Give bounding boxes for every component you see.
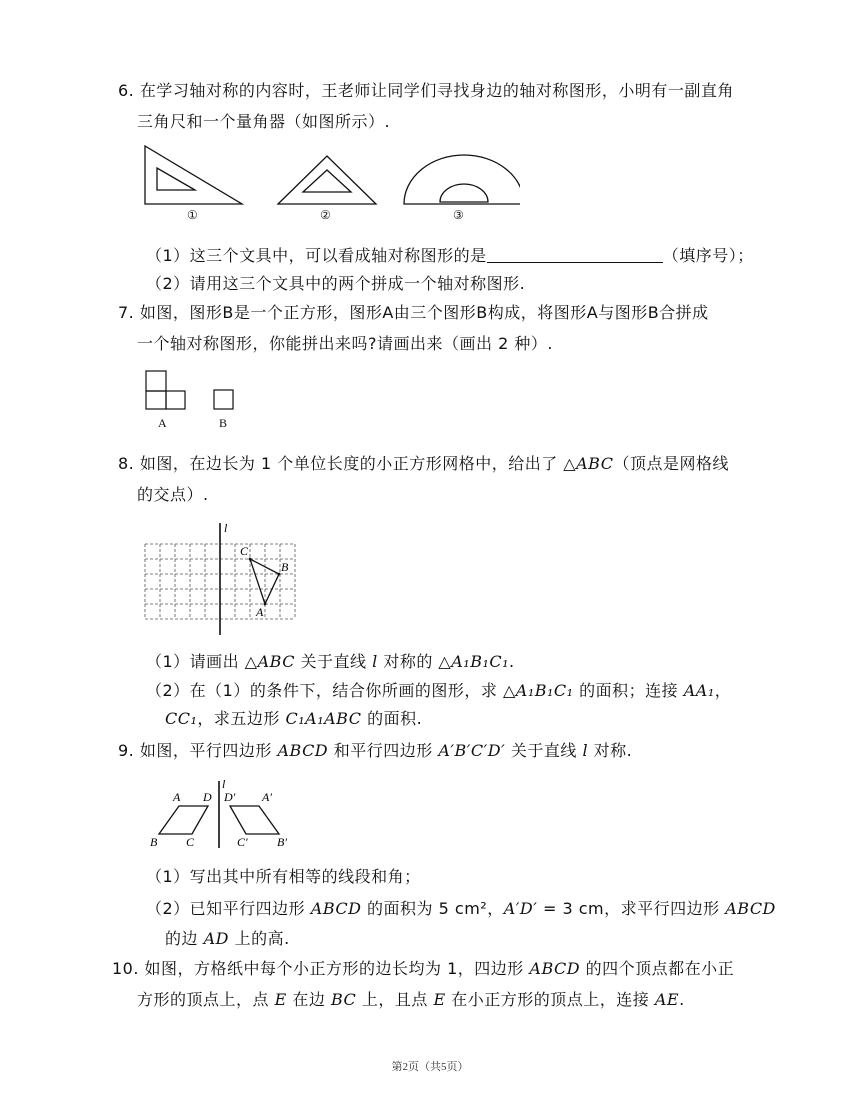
shape-b-label: B xyxy=(219,416,228,430)
m: AA₁ xyxy=(683,681,715,700)
label-a-prime: A′ xyxy=(262,790,272,804)
t: 在小正方形的顶点上，连接 xyxy=(445,990,655,1009)
q8-line1 xyxy=(118,453,729,475)
m: ABCD xyxy=(310,899,362,918)
m: ABC xyxy=(257,652,295,671)
q8-grid-figure xyxy=(140,520,310,640)
m: BC xyxy=(330,990,357,1009)
q6-sub1 xyxy=(146,245,754,267)
t: 关于直线 xyxy=(294,652,373,671)
q8-sub2-line2 xyxy=(165,708,422,730)
t: （1）请画出 △ xyxy=(146,652,258,671)
t: （2）已知平行四边形 xyxy=(146,899,311,918)
t: 方形的顶点上，点 xyxy=(137,990,275,1009)
t: 10. 如图，方格纸中每个小正方形的边长均为 1，四边形 xyxy=(112,959,530,978)
t: 的四个顶点都在小正 xyxy=(580,959,735,978)
label-c: C xyxy=(240,544,249,558)
q7-figure xyxy=(140,366,250,416)
t: 在边 xyxy=(286,990,331,1009)
label-b-prime: B′ xyxy=(277,835,287,849)
t: = 3 cm，求平行四边形 xyxy=(537,899,726,918)
shape-a-label: A xyxy=(158,416,167,430)
label-l: l xyxy=(224,521,228,535)
q6-sub1-suffix: （填序号）； xyxy=(662,246,754,265)
label-l: l xyxy=(222,777,226,791)
t: 对称. xyxy=(588,741,633,760)
m: AE xyxy=(654,990,680,1009)
t: （2）在（1）的条件下，结合你所画的图形，求 △ xyxy=(146,681,516,700)
t: 的面积为 5 cm²， xyxy=(361,899,504,918)
q9-line1 xyxy=(118,740,632,762)
q6-line2: 三角尺和一个量角器（如图所示）. xyxy=(137,112,391,131)
triangle-abc xyxy=(250,559,279,604)
q6-sub2: （2）请用这三个文具中的两个拼成一个轴对称图形. xyxy=(146,274,526,293)
m: AD xyxy=(203,929,229,948)
q6-line1: 6. 在学习轴对称的内容时，王老师让同学们寻找身边的轴对称图形，小明有一副直角 xyxy=(118,81,734,100)
q8-sub2 xyxy=(146,680,731,702)
label-c-prime: C′ xyxy=(237,835,248,849)
m: l xyxy=(582,741,589,760)
m: l xyxy=(372,652,378,671)
label-b: B xyxy=(281,560,289,574)
label-b: B xyxy=(150,835,158,849)
m: ABCD xyxy=(725,899,776,918)
q10-line2 xyxy=(137,989,685,1011)
t: 9. 如图，平行四边形 xyxy=(118,741,278,760)
q8-text: （顶点是网格线 xyxy=(613,454,729,473)
protractor xyxy=(404,155,520,204)
q8-line2: 的交点）. xyxy=(137,485,209,504)
q9-sub2-line2 xyxy=(165,928,290,950)
fig-caption-2: ② xyxy=(320,208,331,222)
t: ， xyxy=(714,681,732,700)
label-c: C xyxy=(186,835,195,849)
label-d: D xyxy=(203,790,212,804)
m: E xyxy=(433,990,446,1009)
label-a: A xyxy=(256,605,264,619)
fig-caption-3: ③ xyxy=(453,208,464,222)
parallelogram-prime xyxy=(230,806,279,834)
q6-sub1-prefix: （1）这三个文具中，可以看成轴对称图形的是 xyxy=(146,246,487,265)
t: . xyxy=(679,990,685,1009)
label-a: A xyxy=(173,790,181,804)
m: A₁B₁C₁ xyxy=(451,652,510,671)
q8-math: ABC xyxy=(576,454,614,473)
q7-line2: 一个轴对称图形，你能拼出来吗?请画出来（画出 2 种）. xyxy=(137,334,553,353)
m: A′D′ xyxy=(503,899,538,918)
t: 对称的 △ xyxy=(377,652,452,671)
m: ABCD xyxy=(277,741,329,760)
q8-sub1 xyxy=(146,651,515,673)
t: 上的高. xyxy=(228,929,290,948)
q8-text: 8. 如图，在边长为 1 个单位长度的小正方形网格中，给出了 △ xyxy=(118,454,577,473)
label-d-prime: D′ xyxy=(224,790,236,804)
q9-sub1: （1）写出其中所有相等的线段和角； xyxy=(146,867,421,886)
page-footer: 第2页（共5页） xyxy=(391,1061,469,1073)
m: A₁B₁C₁ xyxy=(515,681,574,700)
t: 和平行四边形 xyxy=(328,741,439,760)
q9-sub2 xyxy=(146,898,776,920)
m: E xyxy=(274,990,287,1009)
parallelogram-abcd xyxy=(159,806,208,834)
answer-blank[interactable] xyxy=(487,246,663,263)
t: 的面积. xyxy=(361,709,423,728)
set-square-45 xyxy=(278,156,376,204)
set-square-30-60 xyxy=(145,146,242,204)
q9-figure xyxy=(140,776,310,851)
t: 关于直线 xyxy=(505,741,583,760)
t: ，求五边形 xyxy=(197,709,286,728)
t: 的面积；连接 xyxy=(573,681,684,700)
m: CC₁ xyxy=(165,709,198,728)
q10-line1 xyxy=(112,958,734,980)
fig-caption-1: ① xyxy=(187,208,198,222)
m: ABCD xyxy=(529,959,581,978)
t: 上，且点 xyxy=(356,990,434,1009)
q7-line1: 7. 如图，图形B是一个正方形，图形A由三个图形B构成，将图形A与图形B合拼成 xyxy=(118,303,709,322)
t: 的边 xyxy=(165,929,204,948)
m: A′B′C′D′ xyxy=(438,741,506,760)
t: . xyxy=(509,652,515,671)
m: C₁A₁ABC xyxy=(285,709,362,728)
